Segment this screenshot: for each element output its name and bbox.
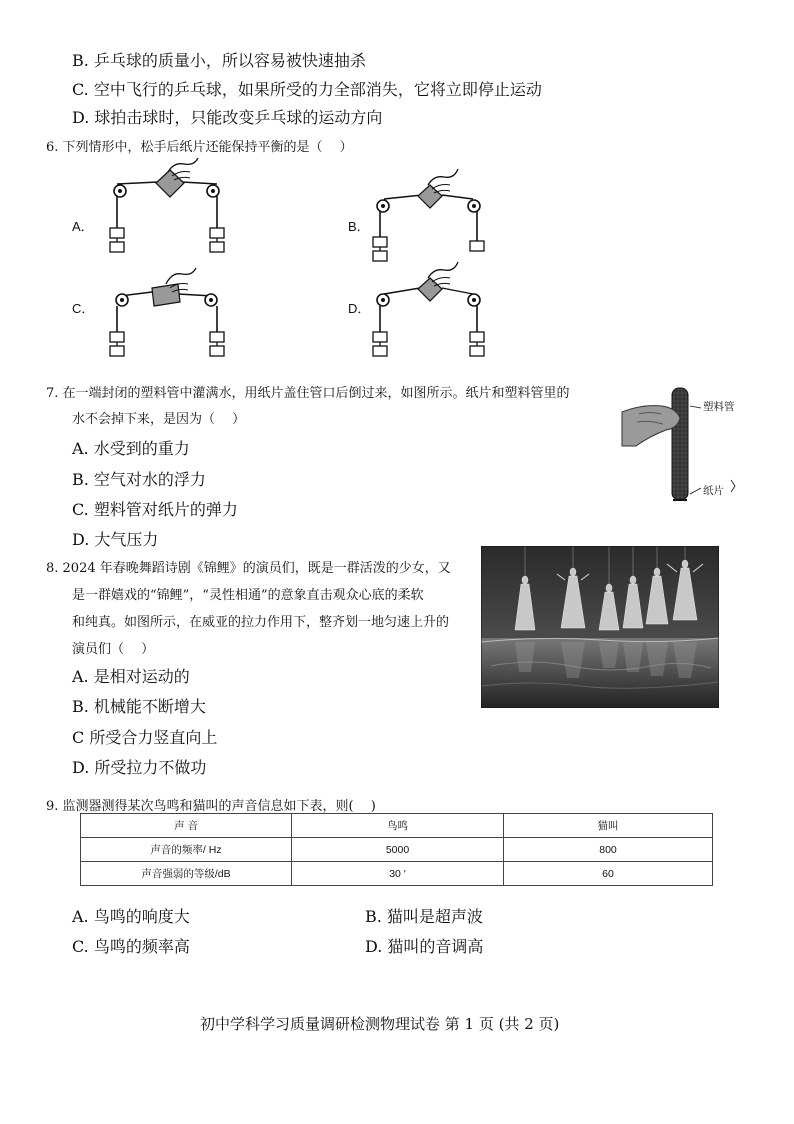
page-footer: 初中学科学习质量调研检测物理试卷 第 1 页 (共 2 页) xyxy=(200,1015,560,1033)
q5-option-d: D. 球拍击球时，只能改变乒乓球的运动方向 xyxy=(72,108,383,127)
q6-diagram-a xyxy=(100,150,240,260)
table-cell: 60 xyxy=(504,862,713,886)
q9-option-a: A. 鸟鸣的响度大 xyxy=(72,907,190,926)
q8-stem-line4: 演员们（ ） xyxy=(72,642,155,657)
q6-diagram-b xyxy=(370,165,500,265)
q8-stem-line2: 是一群嬉戏的“锦鲤”，“灵性相通”的意象直击观众心底的柔软 xyxy=(72,588,424,603)
table-cell: 声音强弱的等级/dB xyxy=(81,862,292,886)
q6-diagram-c xyxy=(100,262,240,362)
table-header-cell: 鸟鸣 xyxy=(292,814,504,838)
q9-option-c: C. 鸟鸣的频率高 xyxy=(72,937,190,956)
q6-label-c: C． xyxy=(72,301,95,316)
q6-stem: 6. 下列情形中，松手后纸片还能保持平衡的是（ ） xyxy=(46,140,353,155)
q8-stem-line1: 8. 2024 年春晚舞蹈诗剧《锦鲤》的演员们，既是一群活泼的少女，又 xyxy=(46,561,451,576)
q6-label-a: A． xyxy=(72,219,94,234)
q8-option-a: A. 是相对运动的 xyxy=(72,667,190,686)
table-cell: 30 ′ xyxy=(292,862,504,886)
q7-stem-line2: 水不会掉下来，是因为（ ） xyxy=(72,412,246,427)
q7-label-paper: 纸片 xyxy=(703,485,724,497)
table-header-cell: 声 音 xyxy=(81,814,292,838)
q9-option-d: D. 猫叫的音调高 xyxy=(365,937,484,956)
q8-stem-line3: 和纯真。如图所示，在威亚的拉力作用下，整齐划一地匀速上升的 xyxy=(72,615,450,630)
table-header-row xyxy=(81,814,713,838)
table-row xyxy=(81,862,713,886)
q6-label-b: B． xyxy=(348,219,370,234)
q6-label-d: D． xyxy=(348,301,371,316)
table-cell: 声音的频率/ Hz xyxy=(81,838,292,862)
q8-option-c: C 所受合力竖直向上 xyxy=(72,728,218,747)
q8-option-b: B. 机械能不断增大 xyxy=(72,697,206,716)
q5-option-b: B. 乒乓球的质量小，所以容易被快速抽杀 xyxy=(72,51,366,70)
q9-option-b: B. 猫叫是超声波 xyxy=(365,907,483,926)
q8-photo-dancers xyxy=(481,546,719,708)
q7-stem-line1: 7. 在一端封闭的塑料管中灌满水，用纸片盖住管口后倒过来，如图所示。纸片和塑料管里的 xyxy=(46,386,570,401)
q9-stem: 9. 监测器测得某次鸟鸣和猫叫的声音信息如下表，则( ) xyxy=(46,799,376,814)
table-cell: 800 xyxy=(504,838,713,862)
q9-sound-table xyxy=(80,813,713,886)
q7-option-b: B. 空气对水的浮力 xyxy=(72,470,206,489)
q8-option-d: D. 所受拉力不做功 xyxy=(72,758,207,777)
q7-option-c: C. 塑料管对纸片的弹力 xyxy=(72,500,238,519)
q7-option-a: A. 水受到的重力 xyxy=(72,439,190,458)
q7-option-d: D. 大气压力 xyxy=(72,530,159,549)
q6-diagram-d xyxy=(370,256,500,362)
table-row xyxy=(81,838,713,862)
table-header-cell: 猫叫 xyxy=(504,814,713,838)
table-cell: 5000 xyxy=(292,838,504,862)
q5-option-c: C. 空中飞行的乒乓球，如果所受的力全部消失，它将立即停止运动 xyxy=(72,80,542,99)
q7-label-tube: 塑料管 xyxy=(703,401,735,413)
